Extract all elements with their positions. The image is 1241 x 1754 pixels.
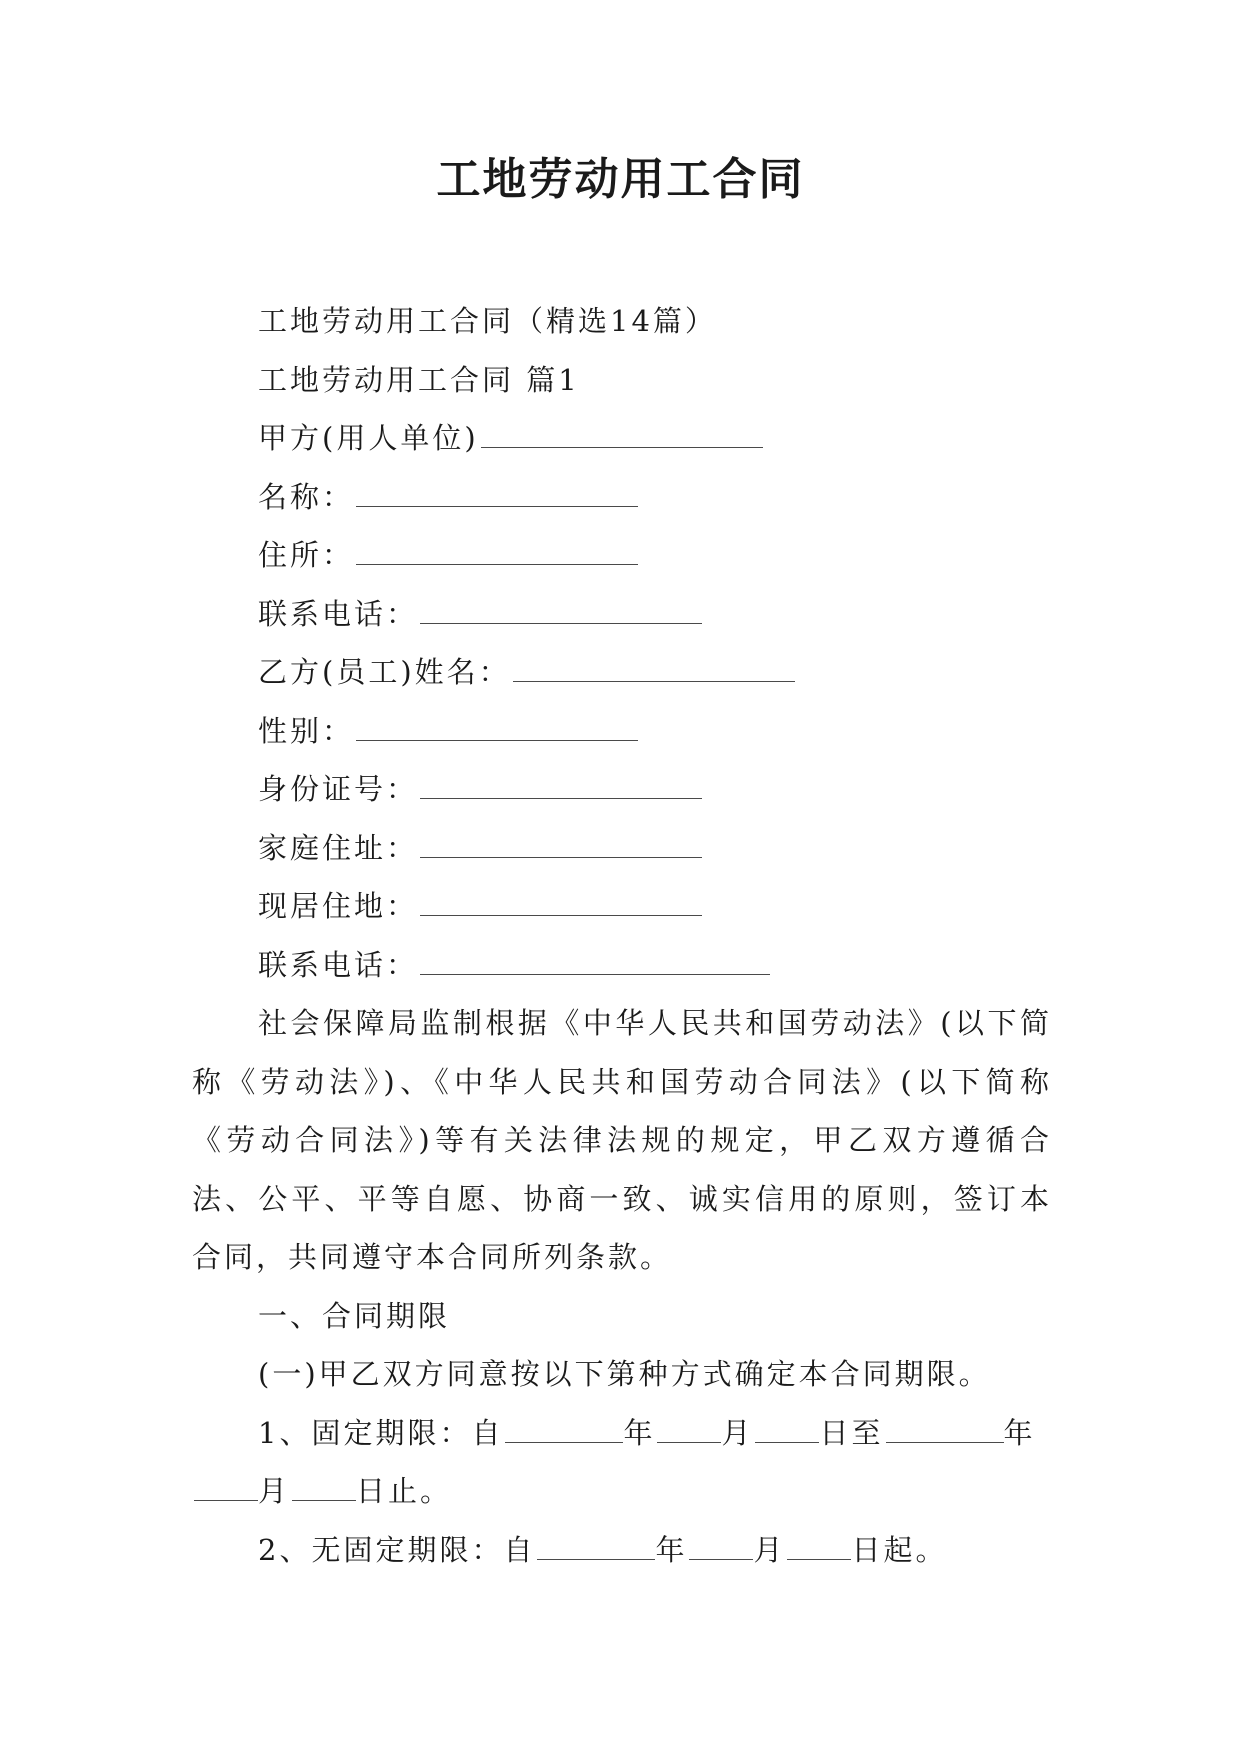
fixed-end-month-blank — [194, 1478, 258, 1501]
party-a-label: 甲方(用人单位) — [258, 421, 479, 455]
section-heading: 工地劳动用工合同 篇1 — [258, 362, 580, 397]
fixed-end-year-label: 年 — [1003, 1415, 1036, 1450]
open-month-blank — [689, 1537, 753, 1560]
phone-a-line — [192, 585, 1052, 644]
document-body — [192, 292, 1052, 1579]
phone-b-line — [192, 936, 1052, 995]
open-term-line — [192, 1521, 1052, 1580]
current-address-label: 现居住地： — [258, 889, 419, 923]
clause1-sub: (一)甲乙双方同意按以下第种方式确定本合同期限。 — [258, 1357, 991, 1391]
open-year-label: 年 — [655, 1532, 688, 1567]
home-address-label: 家庭住址： — [258, 830, 419, 865]
address-line — [192, 526, 1052, 585]
fixed-end-day-blank — [292, 1478, 356, 1501]
id-number-blank — [420, 776, 702, 799]
fixed-end-year-blank — [886, 1420, 1004, 1443]
fixed-start-month-blank — [657, 1420, 721, 1443]
clause1-heading: 一、合同期限 — [258, 1298, 451, 1333]
id-number-line — [192, 760, 1052, 819]
document-title: 工地劳动用工合同 — [436, 154, 805, 205]
party-b-line — [192, 643, 1052, 702]
fixed-year-label: 年 — [623, 1415, 656, 1450]
name-line — [192, 468, 1052, 527]
fixed-month-label: 月 — [721, 1415, 754, 1450]
name-blank — [356, 484, 638, 507]
current-address-blank — [420, 893, 702, 916]
subtitle: 工地劳动用工合同（精选14篇） — [258, 304, 717, 338]
address-label: 住所： — [258, 538, 355, 572]
current-address-line — [192, 877, 1052, 936]
party-a-blank — [481, 425, 763, 448]
phone-a-label: 联系电话： — [258, 596, 419, 631]
party-b-label: 乙方(员工)姓名： — [258, 655, 511, 689]
open-month-label: 月 — [753, 1532, 786, 1567]
fixed-day-to-label: 日至 — [819, 1415, 884, 1450]
open-term-prefix: 2、无固定期限：自 — [258, 1532, 536, 1567]
name-label: 名称： — [258, 479, 355, 514]
open-year-blank — [537, 1537, 655, 1560]
gender-blank — [356, 718, 638, 741]
party-a-line — [192, 409, 1052, 468]
phone-b-label: 联系电话： — [258, 947, 419, 982]
fixed-day-end-label: 日止。 — [356, 1474, 453, 1508]
gender-line — [192, 702, 1052, 761]
phone-a-blank — [420, 601, 702, 624]
home-address-line — [192, 819, 1052, 878]
gender-label: 性别： — [258, 713, 355, 748]
fixed-end-month-label: 月 — [258, 1474, 291, 1508]
fixed-start-year-blank — [505, 1420, 623, 1443]
phone-b-blank — [420, 952, 770, 975]
open-day-start-label: 日起。 — [851, 1532, 948, 1567]
intro-paragraph: 社会保障局监制根据《中华人民共和国劳动法》(以下简称《劳动法》)、《中华人民共和国劳动合同法》(以下简称《劳动合同法》)等有关法律法规的规定，甲乙双方遵循合法、公平、平等自愿、协商一致、诚实信用的原则，签订本合同，共同遵守本合同所列条款。 — [192, 1006, 1052, 1274]
fixed-term-prefix: 1、固定期限：自 — [258, 1415, 504, 1450]
home-address-blank — [420, 835, 702, 858]
open-day-blank — [787, 1537, 851, 1560]
fixed-term-line — [192, 1404, 1052, 1521]
fixed-start-day-blank — [755, 1420, 819, 1443]
id-number-label: 身份证号： — [258, 772, 419, 806]
address-blank — [356, 542, 638, 565]
party-b-blank — [513, 659, 795, 682]
